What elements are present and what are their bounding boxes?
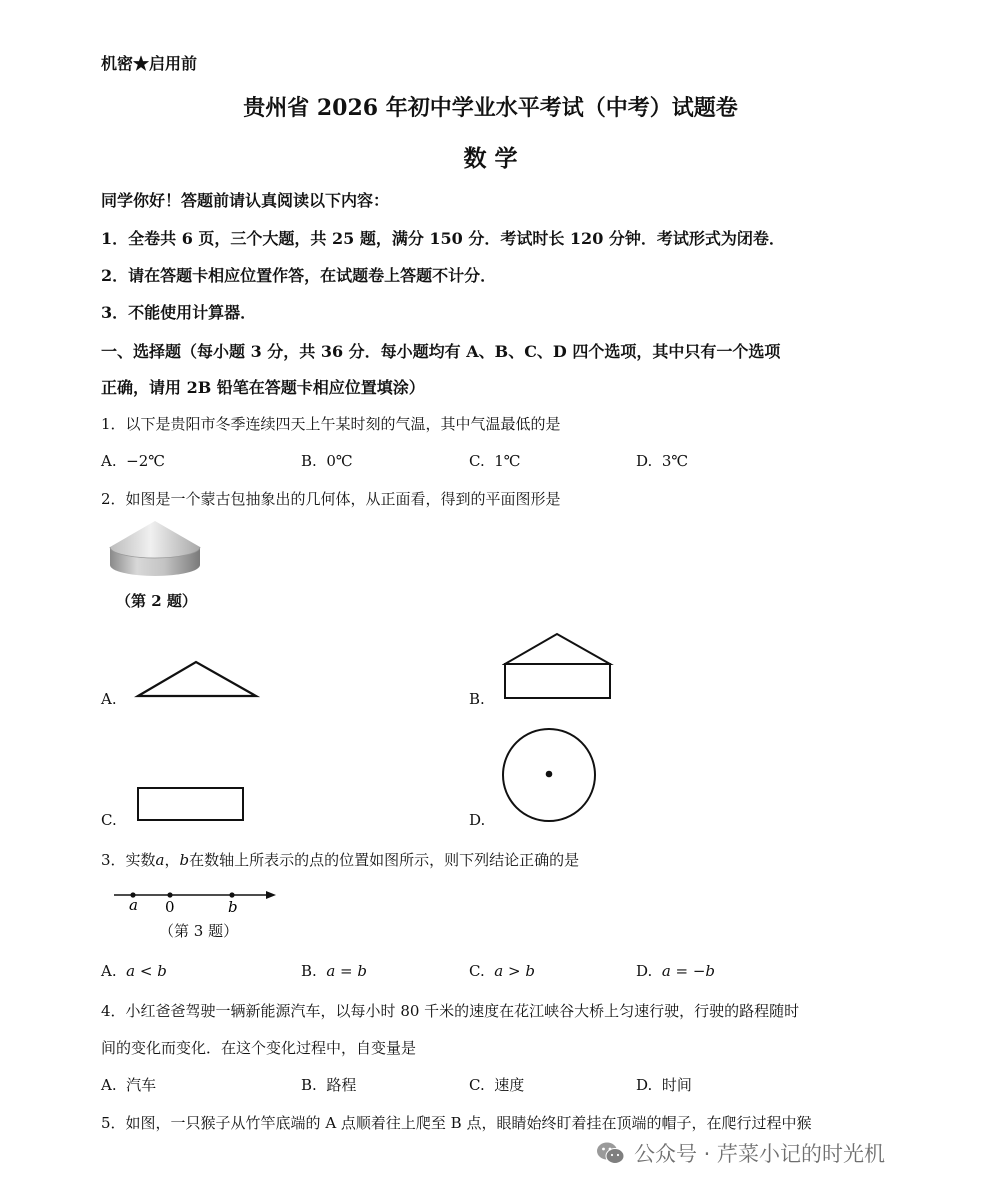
q4-option-c bbox=[469, 1074, 524, 1095]
stem-text: ， bbox=[164, 851, 180, 869]
subject-title: 数 学 bbox=[463, 145, 518, 172]
confidential-label: 机密★启用前 bbox=[101, 54, 198, 73]
exam-title: 贵州省 2026 年初中学业水平考试（中考）试题卷 bbox=[243, 95, 738, 121]
q2-option-b-label: B. bbox=[469, 690, 485, 708]
instruction-item-1: 1．全卷共 6 页，三个大题，共 25 题，满分 150 分．考试时长 120 分钟．考试形式为闭卷． bbox=[101, 229, 785, 248]
rectangle-shape bbox=[136, 786, 246, 822]
option-value: −2℃ bbox=[126, 452, 166, 470]
option-label: C. bbox=[469, 962, 485, 980]
section-heading-line-2: 正确，请用 2B 铅笔在答题卡相应位置填涂） bbox=[101, 378, 425, 397]
question-2-stem: 2．如图是一个蒙古包抽象出的几何体，从正面看，得到的平面图形是 bbox=[101, 490, 561, 508]
option-value: 汽车 bbox=[126, 1076, 157, 1094]
watermark-text: 公众号 · 芹菜小记的时光机 bbox=[634, 1142, 886, 1166]
figure-2-caption: （第 2 题） bbox=[116, 592, 197, 610]
option-label: D. bbox=[636, 1076, 653, 1094]
instruction-item-2: 2．请在答题卡相应位置作答，在试题卷上答题不计分． bbox=[101, 266, 497, 285]
q3-option-c bbox=[469, 962, 535, 980]
instructions-greeting: 同学你好！答题前请认真阅读以下内容： bbox=[101, 191, 390, 210]
instruction-item-3: 3．不能使用计算器． bbox=[101, 303, 257, 322]
figure-3-caption: （第 3 题） bbox=[159, 922, 239, 940]
q4-option-d bbox=[636, 1074, 692, 1095]
option-value: a < b bbox=[126, 962, 167, 980]
house-shape bbox=[502, 630, 614, 702]
option-value: 速度 bbox=[494, 1076, 525, 1094]
option-label: B. bbox=[301, 1076, 317, 1094]
stem-text: 在数轴上所表示的点的位置如图所示，则下列结论正确的是 bbox=[189, 851, 580, 869]
variable-a: a bbox=[155, 851, 165, 869]
q2-option-c-label: C. bbox=[101, 811, 117, 829]
q4-option-b bbox=[301, 1074, 356, 1095]
question-4-line-1: 4．小红爸爸驾驶一辆新能源汽车，以每小时 80 千米的速度在花江峡谷大桥上匀速行驶，行驶的路程随时 bbox=[101, 1002, 800, 1020]
q1-option-a bbox=[101, 452, 165, 470]
triangle-shape bbox=[134, 658, 260, 700]
axis-label-b: b bbox=[228, 898, 238, 916]
option-label: D. bbox=[636, 962, 653, 980]
variable-b: b bbox=[179, 851, 190, 869]
option-value: 路程 bbox=[326, 1076, 357, 1094]
section-heading-line-1: 一、选择题（每小题 3 分，共 36 分．每小题均有 A、B、C、D 四个选项，其中只有一个选项 bbox=[101, 342, 781, 361]
option-label: A. bbox=[101, 962, 117, 980]
axis-label-0: 0 bbox=[165, 898, 175, 916]
option-label: C. bbox=[469, 452, 485, 470]
q4-option-a bbox=[101, 1074, 156, 1095]
option-value: 0℃ bbox=[326, 452, 353, 470]
option-value: a = b bbox=[326, 962, 367, 980]
circle-with-center-shape bbox=[500, 726, 598, 824]
option-label: B. bbox=[301, 962, 317, 980]
option-value: a = −b bbox=[661, 962, 716, 980]
yurt-figure bbox=[106, 519, 204, 581]
option-value: 时间 bbox=[661, 1076, 692, 1094]
wechat-watermark bbox=[596, 1136, 885, 1170]
option-value: 1℃ bbox=[494, 452, 521, 470]
option-label: A. bbox=[101, 452, 117, 470]
q1-option-b bbox=[301, 452, 353, 470]
question-3-stem bbox=[101, 849, 579, 870]
q3-option-b bbox=[301, 962, 367, 980]
wechat-icon bbox=[596, 1140, 626, 1166]
option-value: 3℃ bbox=[661, 452, 689, 470]
stem-text: 3．实数 bbox=[101, 851, 156, 869]
option-label: C. bbox=[469, 1076, 485, 1094]
axis-label-a: a bbox=[129, 896, 138, 914]
q2-option-a-label: A. bbox=[101, 690, 117, 708]
q2-option-d-label: D. bbox=[469, 811, 486, 829]
q1-option-c bbox=[469, 452, 521, 470]
option-label: B. bbox=[301, 452, 317, 470]
q3-option-a bbox=[101, 962, 167, 980]
question-4-line-2: 间的变化而变化．在这个变化过程中，自变量是 bbox=[101, 1039, 417, 1057]
q3-option-d bbox=[636, 962, 715, 980]
option-label: D. bbox=[636, 452, 653, 470]
question-1-stem: 1．以下是贵阳市冬季连续四天上午某时刻的气温，其中气温最低的是 bbox=[101, 415, 561, 433]
number-line-figure bbox=[112, 886, 280, 916]
question-5-line-1: 5．如图，一只猴子从竹竿底端的 A 点顺着往上爬至 B 点，眼睛始终盯着挂在顶端的帽子，在爬行过程中猴 bbox=[101, 1114, 812, 1132]
q1-option-d bbox=[636, 452, 688, 470]
option-value: a > b bbox=[494, 962, 535, 980]
option-label: A. bbox=[101, 1076, 117, 1094]
